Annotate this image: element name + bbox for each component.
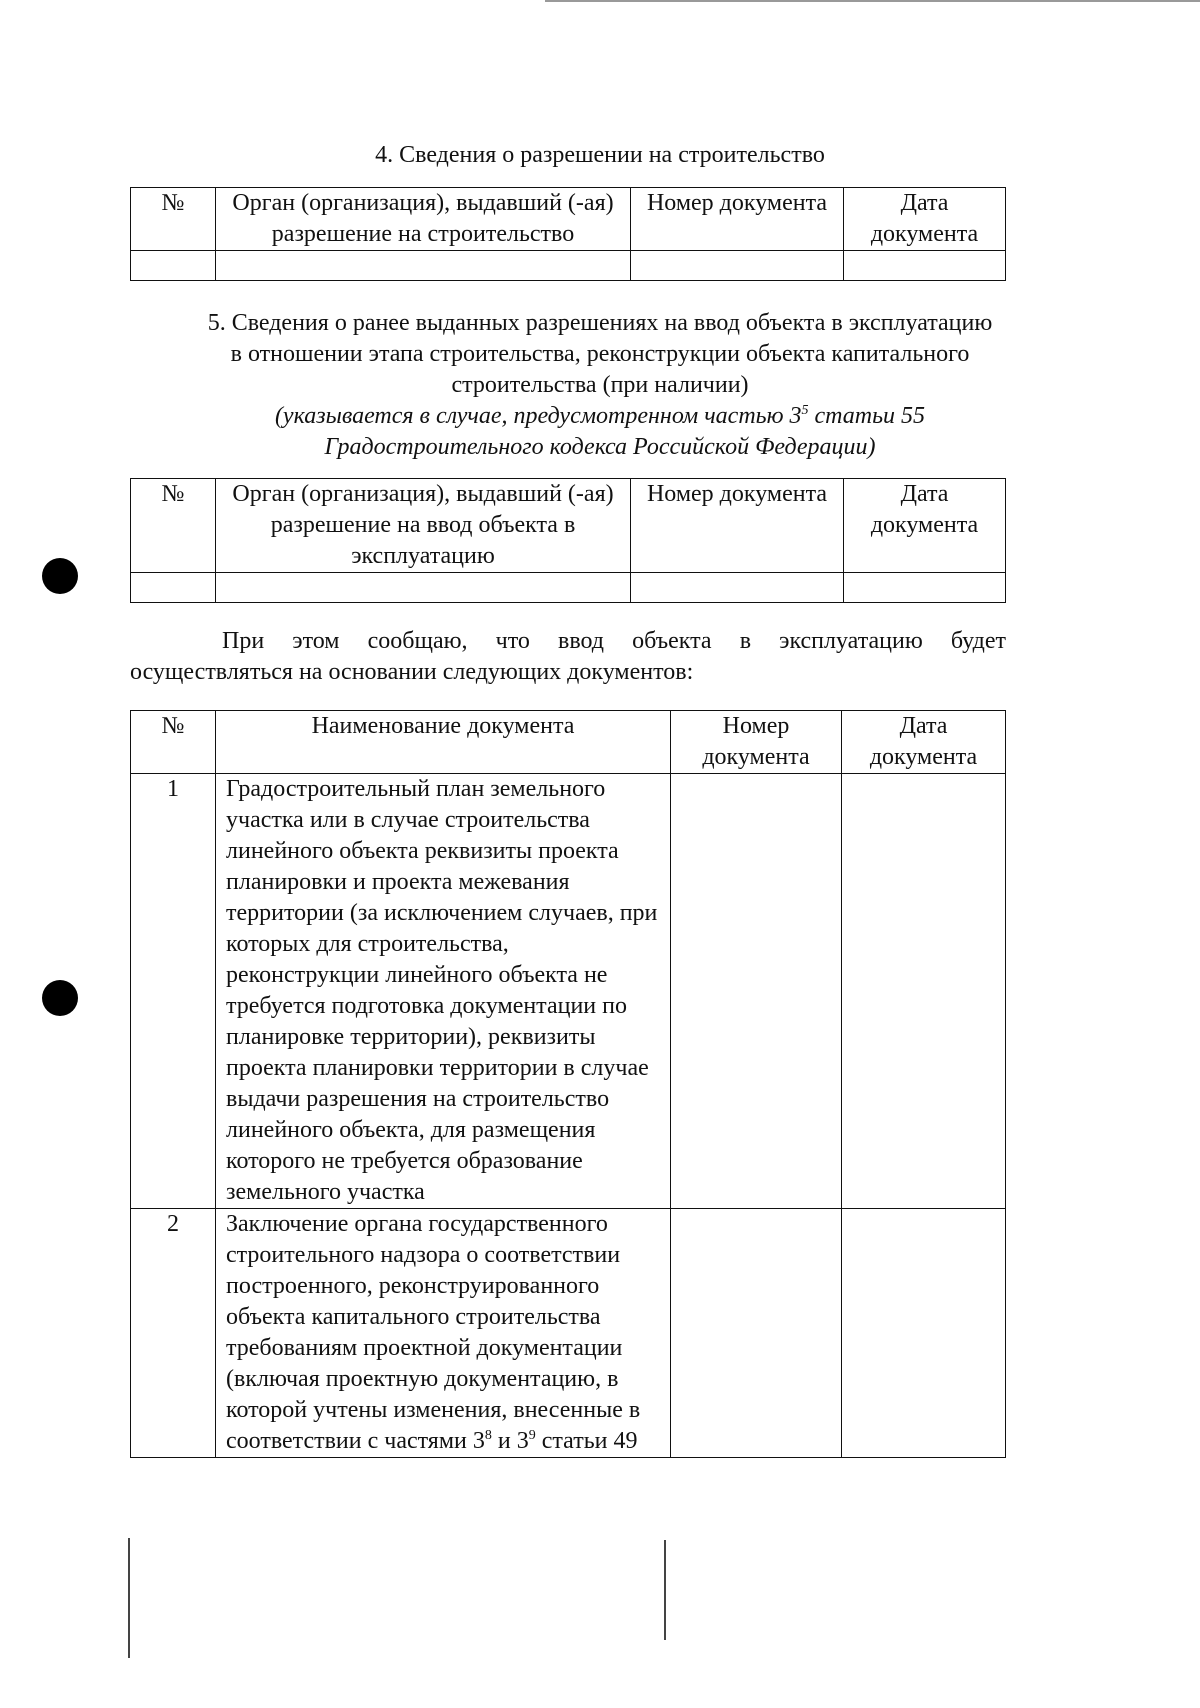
row-number: 2	[131, 1209, 216, 1458]
row-doc-sup1: 8	[484, 1428, 492, 1443]
section5-title-line2: в отношении этапа строительства, реконструкции объекта капитального	[230, 341, 970, 367]
punch-hole-lower	[42, 980, 78, 1016]
row-doc-number[interactable]	[671, 1209, 842, 1458]
statement-line2: осуществляться на основании следующих документов:	[130, 659, 694, 685]
row-doc-name-end: статьи 49	[535, 1428, 638, 1454]
col-doc-date: Дата документа	[844, 479, 1006, 573]
section5-note-line2: Градостроительного кодекса Российской Федерации)	[324, 434, 876, 460]
table-header-row	[131, 479, 1006, 573]
section5-note-text: (указывается в случае, предусмотренном частью 3	[274, 403, 802, 429]
row-number: 1	[131, 774, 216, 1209]
section5-note-article: статьи 55	[808, 403, 926, 429]
scan-margin-line-center	[664, 1540, 666, 1640]
row-doc-date[interactable]	[842, 1209, 1006, 1458]
row-doc-name	[216, 1209, 671, 1458]
commissioning-permit-table	[130, 478, 1006, 603]
row-doc-number[interactable]	[671, 774, 842, 1209]
col-doc-number: Номер документа	[631, 188, 844, 251]
statement-paragraph	[130, 626, 1006, 688]
col-doc-name: Наименование документа	[216, 711, 671, 774]
section5-title-line3: строительства (при наличии)	[451, 372, 749, 398]
col-number: №	[131, 711, 216, 774]
table-cell[interactable]	[216, 251, 631, 281]
col-doc-number: Номер документа	[671, 711, 842, 774]
table-cell[interactable]	[131, 251, 216, 281]
statement-line1: При этом сообщаю, что ввод объекта в эксплуатацию будет	[222, 628, 1006, 654]
row-doc-date[interactable]	[842, 774, 1006, 1209]
table-cell[interactable]	[631, 251, 844, 281]
table-row	[131, 1209, 1006, 1458]
punch-hole-upper	[42, 558, 78, 594]
table-header-row	[131, 711, 1006, 774]
table-cell[interactable]	[844, 251, 1006, 281]
col-doc-number: Номер документа	[631, 479, 844, 573]
col-issuer: Орган (организация), выдавший (-ая) разрешение на ввод объекта в эксплуатацию	[216, 479, 631, 573]
row-doc-sup2: 9	[528, 1428, 536, 1443]
scan-margin-line-left	[128, 1538, 130, 1658]
section5-note-sup: 5	[801, 403, 809, 418]
section5-title	[180, 308, 1020, 463]
table-cell[interactable]	[131, 573, 216, 603]
documents-table	[130, 710, 1006, 1458]
section5-note-line1	[180, 401, 1020, 432]
section4-title: 4. Сведения о разрешении на строительство	[375, 142, 825, 168]
construction-permit-table	[130, 187, 1006, 281]
section5-title-line1: 5. Сведения о ранее выданных разрешениях на ввод объекта в эксплуатацию	[207, 310, 993, 336]
col-issuer: Орган (организация), выдавший (-ая) разрешение на строительство	[216, 188, 631, 251]
col-number: №	[131, 479, 216, 573]
col-doc-date: Дата документа	[844, 188, 1006, 251]
row-doc-name-text: Заключение органа государственного строительного надзора о соответствии построенного, реконструированного объекта капитального строительства требованиям проектной документации (включая проектную документацию, в которой учтены изменения, внесенные в соответствии с частями 3	[226, 1211, 641, 1454]
table-cell[interactable]	[631, 573, 844, 603]
table-row	[131, 573, 1006, 603]
table-header-row	[131, 188, 1006, 251]
table-row	[131, 774, 1006, 1209]
table-cell[interactable]	[216, 573, 631, 603]
col-number: №	[131, 188, 216, 251]
table-cell[interactable]	[844, 573, 1006, 603]
table-row	[131, 251, 1006, 281]
row-doc-name: Градостроительный план земельного участка или в случае строительства линейного объекта реквизиты проекта планировки и проекта межевания территории (за исключением случаев, при которых для строительства, реконструкции линейного объекта не требуется подготовка документации по планировке территории), реквизиты проекта планировки территории в случае выдачи разрешения на строительство линейного объекта, для размещения которого не требуется образование земельного участка	[216, 774, 671, 1209]
row-doc-name-mid: и 3	[491, 1428, 529, 1454]
col-doc-date: Дата документа	[842, 711, 1006, 774]
scan-edge-line	[545, 0, 1200, 2]
